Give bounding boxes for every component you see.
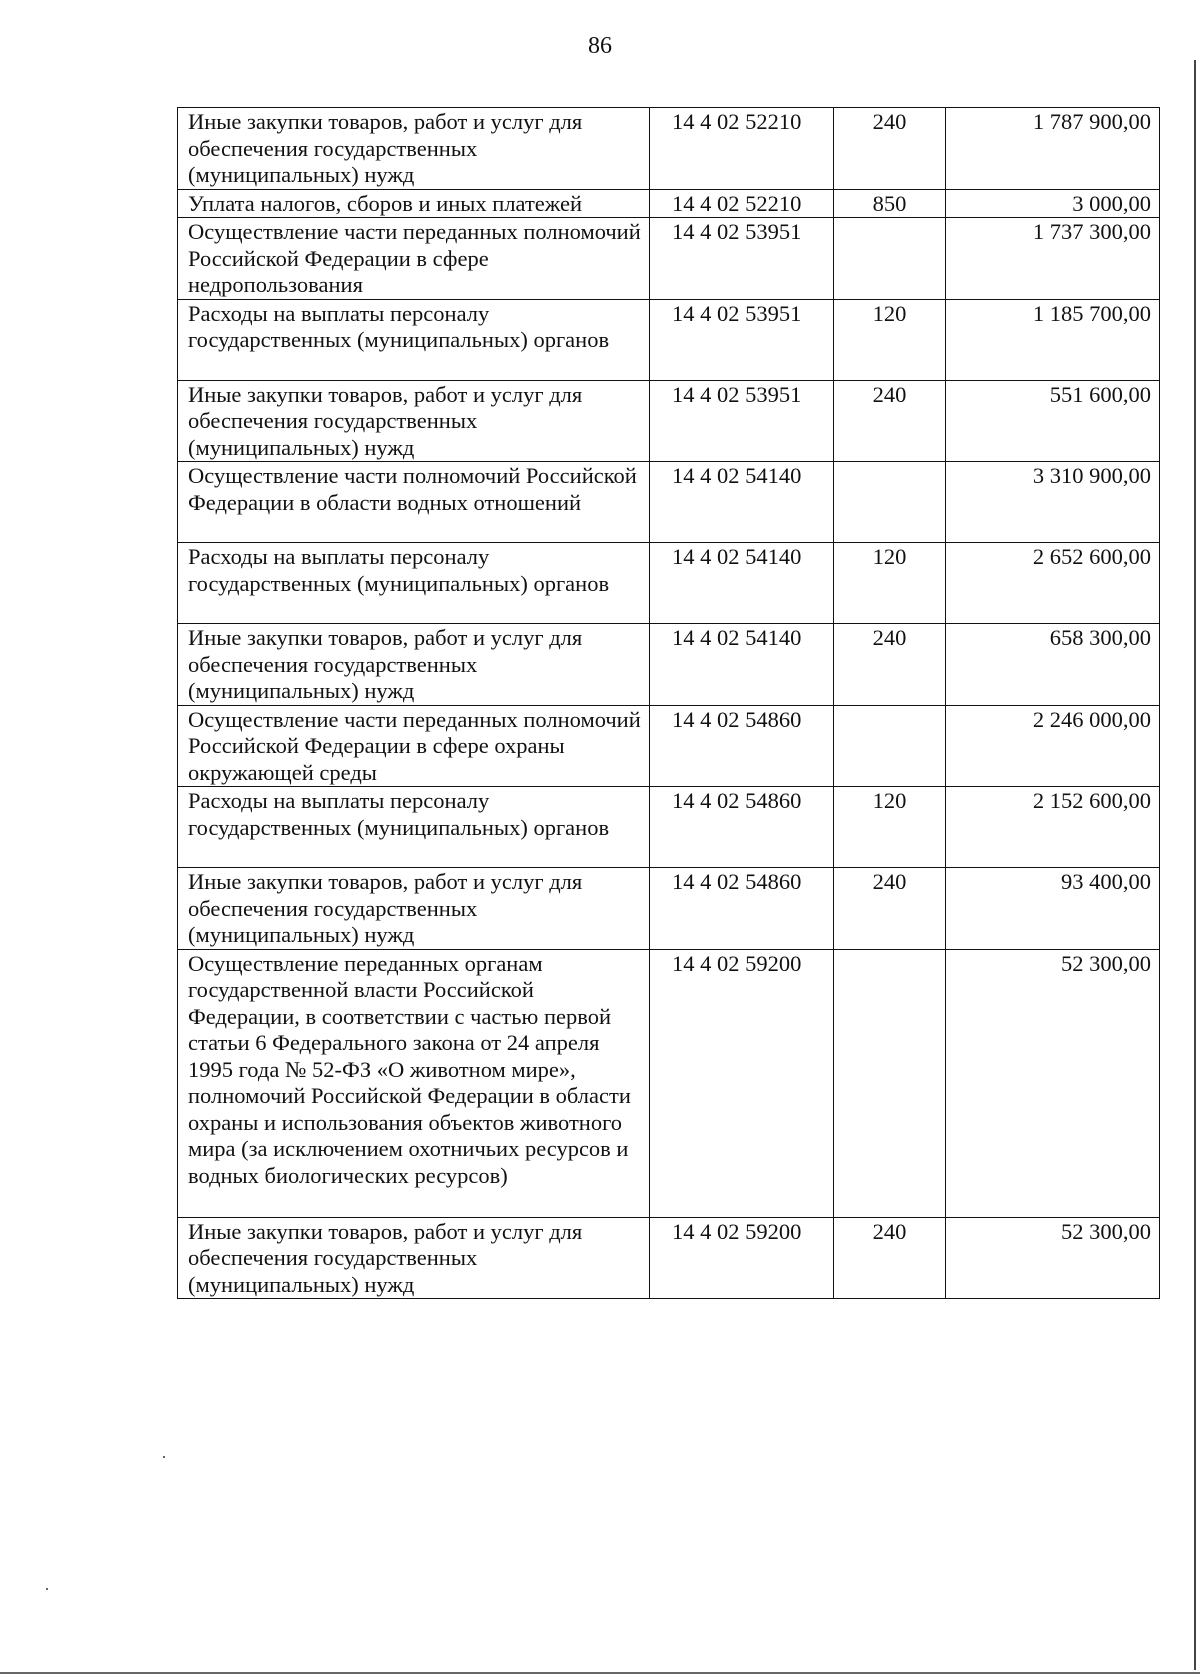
expense-name-cell: Осуществление части переданных полномочий Российской Федерации в сфере недропользования: [178, 218, 650, 300]
amount-cell: 2 652 600,00: [946, 543, 1160, 624]
table-row: [178, 108, 1160, 190]
table-row: [178, 299, 1160, 380]
expense-type-cell: [834, 949, 946, 1217]
expense-type-cell: [834, 218, 946, 300]
amount-cell: 2 246 000,00: [946, 705, 1160, 787]
expense-name-cell: Расходы на выплаты персоналу государственных (муниципальных) органов: [178, 299, 650, 380]
expense-type-cell: [834, 462, 946, 543]
table-row: [178, 868, 1160, 950]
expense-name-cell: Иные закупки товаров, работ и услуг для обеспечения государственных (муниципальных) нужд: [178, 380, 650, 462]
expense-type-cell: 240: [834, 108, 946, 190]
expense-type-cell: 120: [834, 787, 946, 868]
expense-type-cell: 240: [834, 624, 946, 706]
target-code-cell: 14 4 02 52210: [650, 108, 834, 190]
target-code-cell: 14 4 02 59200: [650, 949, 834, 1217]
amount-cell: 551 600,00: [946, 380, 1160, 462]
amount-cell: 2 152 600,00: [946, 787, 1160, 868]
target-code-cell: 14 4 02 54860: [650, 705, 834, 787]
scan-edge-bottom: [0, 1672, 1200, 1674]
expense-type-cell: 240: [834, 1217, 946, 1299]
table-row: [178, 787, 1160, 868]
target-code-cell: 14 4 02 54140: [650, 624, 834, 706]
target-code-cell: 14 4 02 53951: [650, 218, 834, 300]
target-code-cell: 14 4 02 59200: [650, 1217, 834, 1299]
expense-name-cell: Расходы на выплаты персоналу государственных (муниципальных) органов: [178, 543, 650, 624]
table-row: [178, 1217, 1160, 1299]
expense-name-cell: Иные закупки товаров, работ и услуг для обеспечения государственных (муниципальных) нужд: [178, 108, 650, 190]
expense-name-cell: Уплата налогов, сборов и иных платежей: [178, 189, 650, 218]
expense-type-cell: 240: [834, 868, 946, 950]
amount-cell: 93 400,00: [946, 868, 1160, 950]
target-code-cell: 14 4 02 54140: [650, 462, 834, 543]
expense-type-cell: 850: [834, 189, 946, 218]
expense-type-cell: [834, 705, 946, 787]
expense-name-cell: Осуществление части переданных полномочий Российской Федерации в сфере охраны окружающей среды: [178, 705, 650, 787]
target-code-cell: 14 4 02 52210: [650, 189, 834, 218]
amount-cell: 52 300,00: [946, 949, 1160, 1217]
target-code-cell: 14 4 02 54860: [650, 787, 834, 868]
scan-speck: [163, 1456, 165, 1458]
table-row: [178, 462, 1160, 543]
expense-name-cell: Иные закупки товаров, работ и услуг для обеспечения государственных (муниципальных) нужд: [178, 868, 650, 950]
page-number: 86: [588, 33, 612, 59]
target-code-cell: 14 4 02 53951: [650, 299, 834, 380]
expense-name-cell: Иные закупки товаров, работ и услуг для обеспечения государственных (муниципальных) нужд: [178, 1217, 650, 1299]
scan-speck: [46, 1588, 48, 1590]
table-row: [178, 380, 1160, 462]
expense-type-cell: 240: [834, 380, 946, 462]
expense-name-cell: Расходы на выплаты персоналу государственных (муниципальных) органов: [178, 787, 650, 868]
table-row: [178, 624, 1160, 706]
table-row: [178, 218, 1160, 300]
amount-cell: 52 300,00: [946, 1217, 1160, 1299]
target-code-cell: 14 4 02 54860: [650, 868, 834, 950]
target-code-cell: 14 4 02 53951: [650, 380, 834, 462]
table-row: [178, 949, 1160, 1217]
expense-name-cell: Осуществление части полномочий Российской Федерации в области водных отношений: [178, 462, 650, 543]
scan-edge-right: [1194, 60, 1196, 1670]
expense-type-cell: 120: [834, 299, 946, 380]
amount-cell: 1 185 700,00: [946, 299, 1160, 380]
expense-name-cell: Иные закупки товаров, работ и услуг для обеспечения государственных (муниципальных) нужд: [178, 624, 650, 706]
expense-type-cell: 120: [834, 543, 946, 624]
amount-cell: 1 737 300,00: [946, 218, 1160, 300]
table-row: [178, 543, 1160, 624]
amount-cell: 3 310 900,00: [946, 462, 1160, 543]
budget-table: [177, 107, 1160, 1299]
amount-cell: 3 000,00: [946, 189, 1160, 218]
target-code-cell: 14 4 02 54140: [650, 543, 834, 624]
amount-cell: 1 787 900,00: [946, 108, 1160, 190]
amount-cell: 658 300,00: [946, 624, 1160, 706]
table-row: [178, 189, 1160, 218]
expense-name-cell: Осуществление переданных органам государственной власти Российской Федерации, в соответствии с частью первой статьи 6 Федерального закона от 24 апреля 1995 года № 52-ФЗ «О животном мире», полномочий Российской Федерации в области охраны и использования объектов животного мира (за исключением охотничьих ресурсов и водных биологических ресурсов): [178, 949, 650, 1217]
table-row: [178, 705, 1160, 787]
